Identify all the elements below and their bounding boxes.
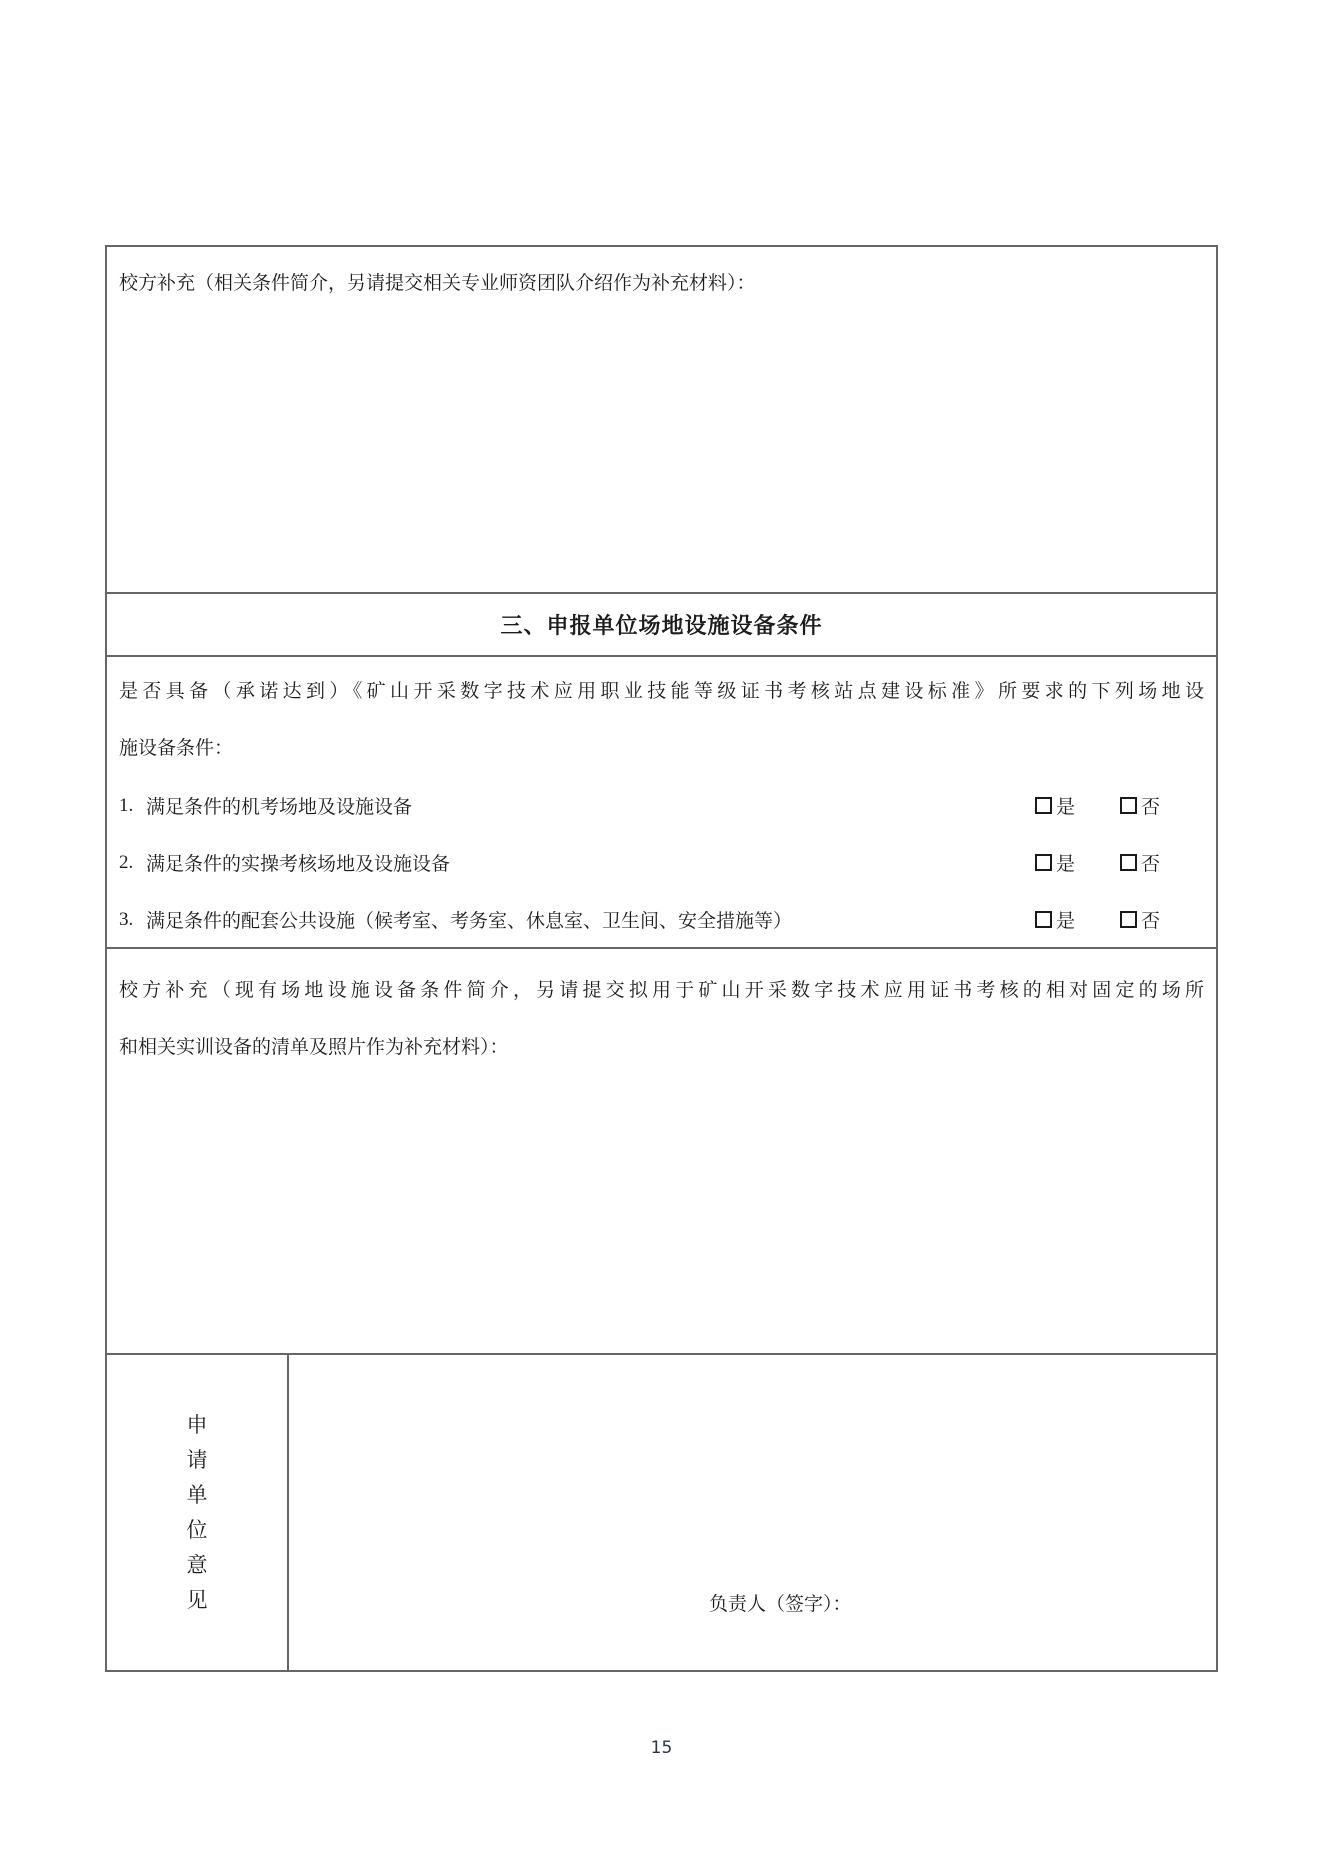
- item-2-no-option[interactable]: [1120, 849, 1160, 876]
- condition-item-1: [119, 777, 1204, 834]
- item-1-text: 满足条件的机考场地及设施设备: [146, 797, 413, 818]
- item-3-text: 满足条件的配套公共设施（候考室、考务室、休息室、卫生间、安全措施等）: [146, 911, 793, 932]
- conditions-intro-line2: 施设备条件：: [119, 738, 234, 759]
- item-2-no-label: 否: [1140, 854, 1160, 875]
- school-supplement-1-cell: [107, 247, 1216, 594]
- item-3-yes-label: 是: [1055, 911, 1075, 932]
- unit-opinion-char: 请: [186, 1447, 208, 1472]
- item-1-choices: [1035, 792, 1160, 819]
- item-2-number: 2.: [119, 851, 134, 873]
- unit-opinion-row: [107, 1355, 1216, 1670]
- item-2-no-checkbox[interactable]: [1120, 854, 1137, 871]
- section-title: 三、申报单位场地设施设备条件: [500, 613, 823, 638]
- school-supplement-2-cell: [107, 949, 1216, 1355]
- item-3-no-checkbox[interactable]: [1120, 911, 1137, 928]
- school-supplement-2-line2: 和相关实训设备的清单及照片作为补充材料）：: [119, 1037, 509, 1058]
- condition-item-2: [119, 834, 1204, 891]
- item-1-no-option[interactable]: [1120, 792, 1160, 819]
- condition-item-3: [119, 891, 1204, 948]
- item-2-choices: [1035, 849, 1160, 876]
- school-supplement-1-text: 校方补充（相关条件简介，另请提交相关专业师资团队介绍作为补充材料）：: [119, 273, 756, 294]
- conditions-intro-line1: 是否具备（承诺达到）《矿山开采数字技术应用职业技能等级证书考核站点建设标准》所要求的下列场地设: [119, 681, 1204, 702]
- item-1-no-checkbox[interactable]: [1120, 797, 1137, 814]
- school-supplement-2-line1: 校方补充（现有场地设施设备条件简介，另请提交拟用于矿山开采数字技术应用证书考核的相对固定的场所: [119, 980, 1204, 1001]
- item-1-yes-checkbox[interactable]: [1035, 797, 1052, 814]
- item-3-yes-option[interactable]: [1035, 906, 1075, 933]
- item-2-yes-option[interactable]: [1035, 849, 1075, 876]
- item-3-number: 3.: [119, 908, 134, 930]
- item-1-yes-option[interactable]: [1035, 792, 1075, 819]
- unit-opinion-content-cell: [289, 1355, 1216, 1670]
- item-1-number: 1.: [119, 794, 134, 816]
- unit-opinion-char: 申: [186, 1412, 208, 1437]
- item-3-yes-checkbox[interactable]: [1035, 911, 1052, 928]
- unit-opinion-char: 见: [186, 1587, 208, 1612]
- item-3-no-option[interactable]: [1120, 906, 1160, 933]
- unit-opinion-label-cell: [107, 1355, 289, 1670]
- unit-opinion-char: 意: [186, 1552, 208, 1577]
- application-form-table: [105, 245, 1218, 1672]
- unit-opinion-char: 位: [186, 1517, 208, 1542]
- item-3-choices: [1035, 906, 1160, 933]
- item-2-yes-label: 是: [1055, 854, 1075, 875]
- unit-opinion-char: 单: [186, 1482, 208, 1507]
- page-number: 15: [650, 1738, 673, 1758]
- item-1-no-label: 否: [1140, 797, 1160, 818]
- item-2-text: 满足条件的实操考核场地及设施设备: [146, 854, 451, 875]
- item-2-yes-checkbox[interactable]: [1035, 854, 1052, 871]
- item-1-yes-label: 是: [1055, 797, 1075, 818]
- section-header-row: [107, 594, 1216, 657]
- facility-conditions-cell: [107, 657, 1216, 949]
- signature-label: 负责人（签字）：: [709, 1594, 852, 1615]
- item-3-no-label: 否: [1140, 911, 1160, 932]
